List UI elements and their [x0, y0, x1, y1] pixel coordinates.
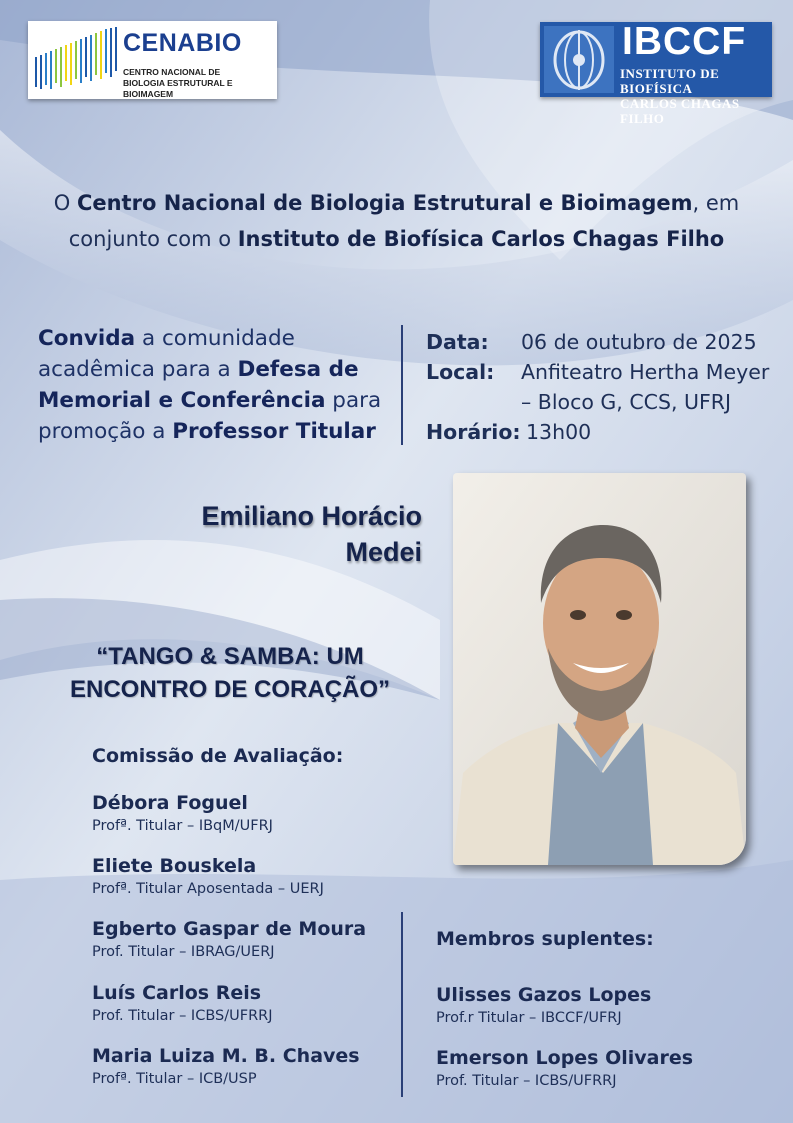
divider-top	[401, 325, 403, 445]
ibccf-logo	[540, 20, 772, 126]
member-name: Ulisses Gazos Lopes	[436, 984, 652, 1006]
committee-member	[92, 1043, 360, 1089]
place-value-line2: – Bloco G, CCS, UFRJ	[521, 390, 732, 414]
cenabio-subtitle-line2: BIOLOGIA ESTRUTURAL E BIOIMAGEM	[123, 78, 233, 99]
place-value-line1: Anfiteatro Hertha Meyer	[521, 360, 770, 384]
alternates-heading: Membros suplentes:	[436, 928, 654, 950]
invitation-paragraph	[38, 323, 388, 447]
place-label: Local:	[426, 360, 495, 384]
intro-paragraph	[20, 185, 773, 257]
member-role: Profª. Titular – ICB/USP	[92, 1071, 257, 1087]
alternate-member	[436, 1045, 693, 1091]
talk-title-line2: ENCONTRO DE CORAÇÃO”	[69, 676, 390, 703]
ibccf-subtitle-line2: CARLOS CHAGAS FILHO	[620, 96, 740, 126]
cenabio-subtitle	[123, 67, 277, 100]
committee-member	[92, 790, 273, 836]
cenabio-title: CENABIO	[123, 29, 242, 57]
ibccf-subtitle	[620, 66, 772, 126]
member-name: Emerson Lopes Olivares	[436, 1047, 694, 1069]
member-role: Prof. Titular – ICBS/UFRRJ	[436, 1073, 617, 1089]
candidate-photo	[453, 473, 746, 865]
committee-heading: Comissão de Avaliação:	[92, 745, 344, 767]
invite-title: Professor Titular	[172, 419, 376, 444]
divider-bottom	[401, 912, 403, 1097]
committee-member	[92, 916, 366, 962]
committee-member	[92, 853, 324, 899]
intro-org-cenabio: Centro Nacional de Biologia Estrutural e Bioimagem	[76, 191, 693, 215]
member-role: Prof. Titular – ICBS/UFRRJ	[92, 1008, 273, 1024]
member-name: Débora Foguel	[92, 792, 248, 814]
candidate-name-line1: Emiliano Horácio	[201, 501, 422, 531]
time-value: 13h00	[526, 420, 592, 444]
intro-text-2: , em conjunto com o	[68, 191, 740, 251]
committee-member	[92, 980, 273, 1026]
invite-verb: Convida	[38, 326, 136, 351]
member-role: Prof.r Titular – IBCCF/UFRJ	[436, 1010, 622, 1026]
member-name: Luís Carlos Reis	[92, 982, 262, 1004]
member-name: Eliete Bouskela	[92, 855, 257, 877]
cenabio-subtitle-line1: CENTRO NACIONAL DE	[123, 67, 221, 77]
member-role: Prof. Titular – IBRAG/UERJ	[92, 944, 275, 960]
date-value: 06 de outubro de 2025	[521, 330, 757, 354]
member-name: Maria Luiza M. B. Chaves	[92, 1045, 360, 1067]
candidate-name	[201, 498, 422, 570]
time-label: Horário:	[426, 420, 521, 444]
ibccf-subtitle-line1: INSTITUTO DE BIOFÍSICA	[620, 66, 720, 96]
intro-org-ibccf: Instituto de Biofísica Carlos Chagas Filho	[237, 227, 725, 251]
invite-event: Defesa de Memorial e Conferência	[38, 357, 359, 413]
ibccf-emblem-icon	[544, 26, 614, 93]
intro-text-1: O	[53, 191, 77, 215]
alternate-member	[436, 982, 651, 1028]
cenabio-bars-icon	[34, 27, 122, 93]
member-role: Profª. Titular – IBqM/UFRJ	[92, 818, 273, 834]
talk-title	[30, 640, 430, 706]
invite-text-1: a comunidade acadêmica para a	[38, 326, 295, 382]
invite-text-2: para promoção a	[38, 388, 382, 444]
ibccf-title: IBCCF	[622, 20, 747, 63]
talk-title-line1: “TANGO & SAMBA: UM	[96, 643, 364, 670]
cenabio-logo	[28, 21, 277, 99]
candidate-name-line2: Medei	[345, 537, 422, 567]
date-label: Data:	[426, 330, 489, 354]
portrait-illustration	[453, 473, 746, 865]
member-role: Profª. Titular Aposentada – UERJ	[92, 881, 324, 897]
member-name: Egberto Gaspar de Moura	[92, 918, 367, 940]
